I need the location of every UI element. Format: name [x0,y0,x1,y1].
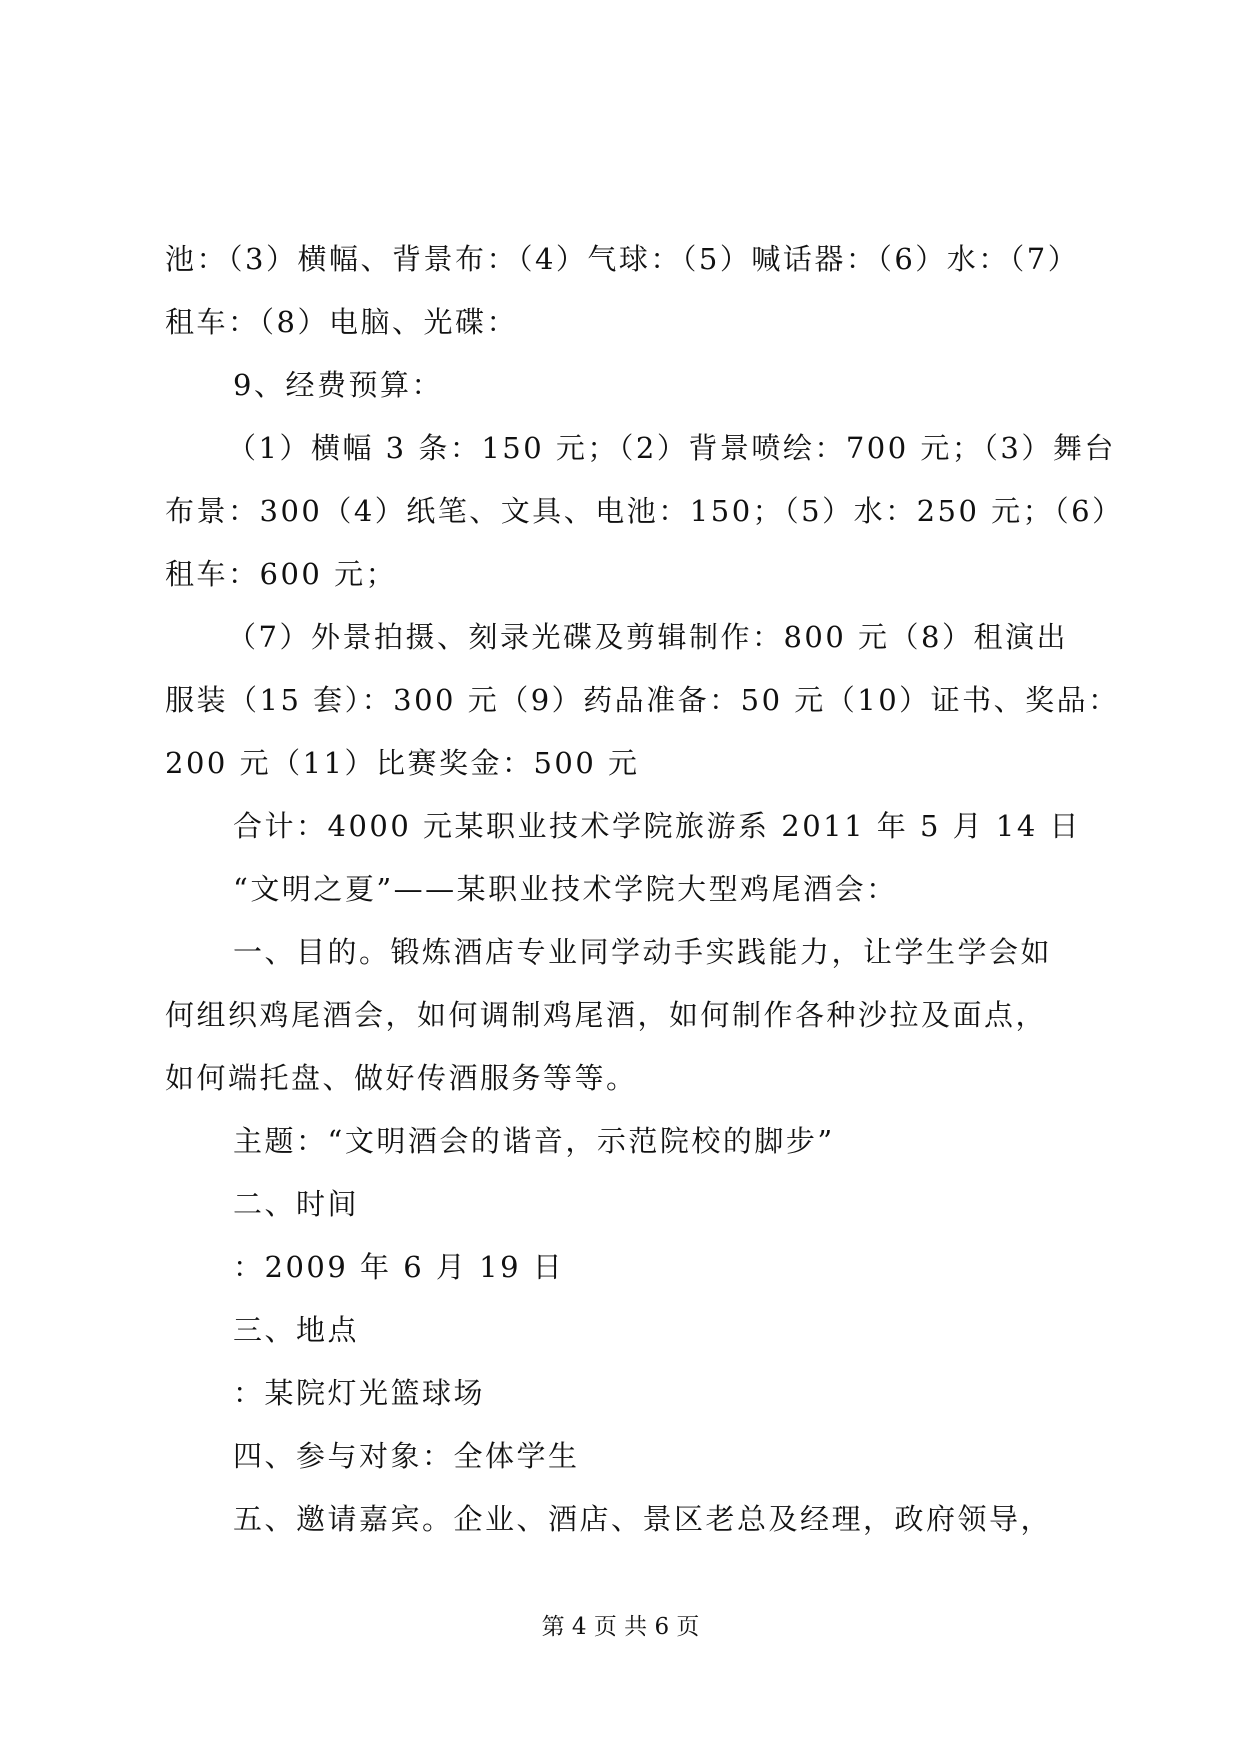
body-line: （1）横幅 3 条：150 元；（2）背景喷绘：700 元；（3）舞台 [227,431,1116,465]
body-line: （7）外景拍摄、刻录光碟及剪辑制作：800 元（8）租演出 [227,620,1068,654]
time-value: ：2009 年 6 月 19 日 [233,1250,565,1284]
body-line: 池：（3）横幅、背景布：（4）气球：（5）喊话器：（6）水：（7） [165,242,1080,276]
section-time-heading: 二、时间 [233,1187,360,1221]
page-number-footer: 第 4 页 共 6 页 [541,1614,700,1640]
body-line: 如何端托盘、做好传酒服务等等。 [165,1061,638,1095]
theme-line: 主题：“文明酒会的谐音，示范院校的脚步” [233,1124,835,1158]
body-line: 布景：300（4）纸笔、文具、电池：150；（5）水：250 元；（6） [165,494,1124,528]
event-title: “文明之夏”——某职业技术学院大型鸡尾酒会： [233,872,898,906]
body-line: 服装（15 套）：300 元（9）药品准备：50 元（10）证书、奖品： [165,683,1120,717]
document-body [165,228,1124,1551]
body-line: 租车：（8）电脑、光碟： [165,305,518,339]
body-line: 何组织鸡尾酒会，如何调制鸡尾酒，如何制作各种沙拉及面点， [165,998,1048,1032]
section-heading-budget: 9、经费预算： [233,368,443,402]
body-line: 200 元（11）比赛奖金：500 元 [165,746,640,780]
location-value: ：某院灯光篮球场 [233,1376,486,1410]
section-participants: 四、参与对象：全体学生 [233,1439,580,1473]
section-location-heading: 三、地点 [233,1313,360,1347]
total-line: 合计：4000 元某职业技术学院旅游系 2011 年 5 月 14 日 [233,809,1081,843]
body-line: 租车：600 元； [165,557,398,591]
section-purpose: 一、目的。锻炼酒店专业同学动手实践能力，让学生学会如 [233,935,1053,969]
section-guests: 五、邀请嘉宾。企业、酒店、景区老总及经理，政府领导， [233,1502,1053,1536]
